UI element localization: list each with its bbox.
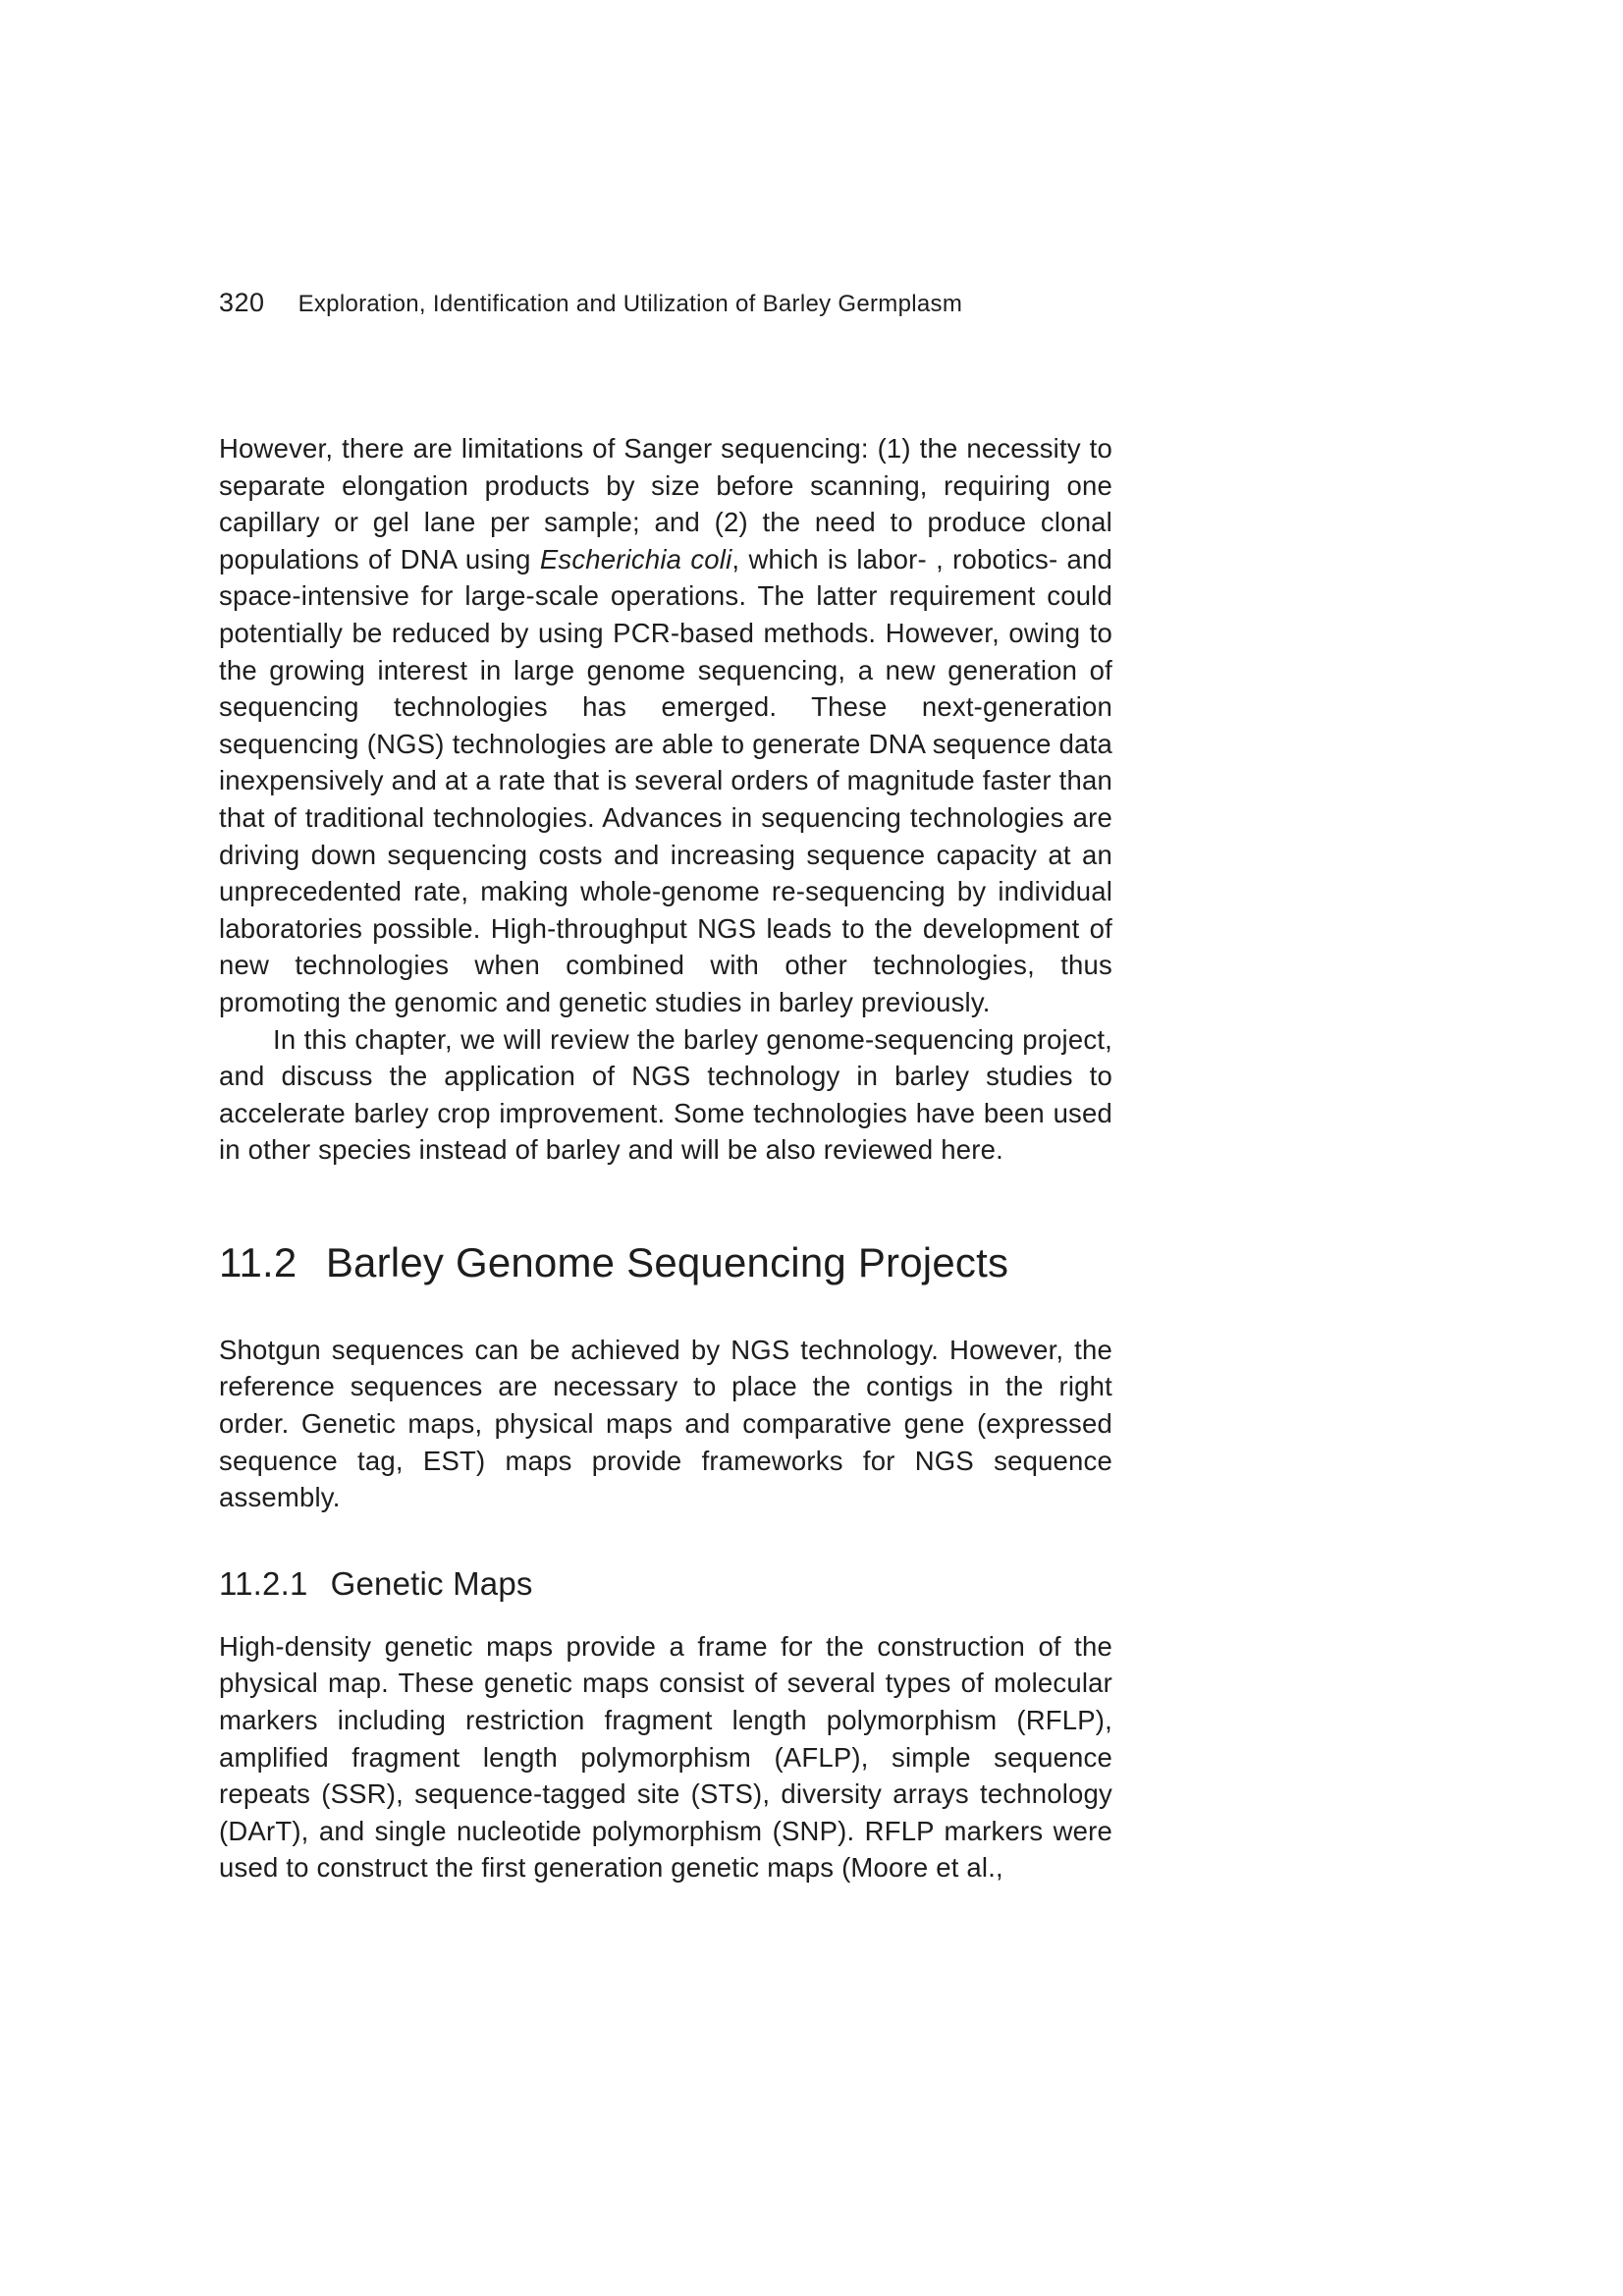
paragraph-genetic-maps: High-density genetic maps provide a frame for the construction of the physical map. These genetic maps consist of several types of molecular markers including restriction fragment length polymorphism (RFLP), amplified fragment length polymorphism (AFLP), simple sequence repeats (SSR), sequence-tagged site (STS), diversity arrays technology (DArT), and single nucleotide polymorphism (SNP). RFLP markers were used to construct the first generation genetic maps (Moore et al., <box>219 1630 1112 1884</box>
page-number: 320 <box>219 288 265 317</box>
paragraph-chapter-overview: In this chapter, we will review the barley genome-sequencing project, and discuss the application of NGS technology in barley studies to accelerate barley crop improvement. Some technologies have been used in other species instead of barley and will be also reviewed here. <box>219 1023 1112 1166</box>
section-number: 11.2 <box>219 1238 298 1285</box>
subsection-heading <box>219 1565 1112 1603</box>
page-header <box>219 288 962 318</box>
subsection-number: 11.2.1 <box>219 1564 308 1602</box>
section-heading <box>219 1239 1112 1286</box>
page-body <box>219 430 1112 1886</box>
paragraph-sanger-limitations: However, there are limitations of Sanger sequencing: (1) the necessity to separate elongation products by size before scanning, requiring one capillary or gel lane per sample; and (2) the need to produce clonal populations of DNA using Escherichia coli, which is labor- , robotics- and space-intensive for large-scale operations. The latter requirement could potentially be reduced by using PCR-based methods. However, owing to the growing interest in large genome sequencing, a new generation of sequencing technologies has emerged. These next-generation sequencing (NGS) technologies are able to generate DNA sequence data inexpensively and at a rate that is several orders of magnitude faster than that of traditional technologies. Advances in sequencing technologies are driving down sequencing costs and increasing sequence capacity at an unprecedented rate, making whole-genome re-sequencing by individual laboratories possible. High-throughput NGS leads to the development of new technologies when combined with other technologies, thus promoting the genomic and genetic studies in barley previously. <box>219 433 1113 1017</box>
subsection-title: Genetic Maps <box>330 1564 533 1602</box>
paragraph-shotgun-sequences: Shotgun sequences can be achieved by NGS technology. However, the reference sequences are necessary to place the contigs in the right order. Genetic maps, physical maps and comparative gene (expressed sequence tag, EST) maps provide frameworks for NGS sequence assembly. <box>219 1334 1112 1513</box>
section-title: Barley Genome Sequencing Projects <box>325 1238 1009 1285</box>
running-title: Exploration, Identification and Utilization of Barley Germplasm <box>298 291 963 317</box>
